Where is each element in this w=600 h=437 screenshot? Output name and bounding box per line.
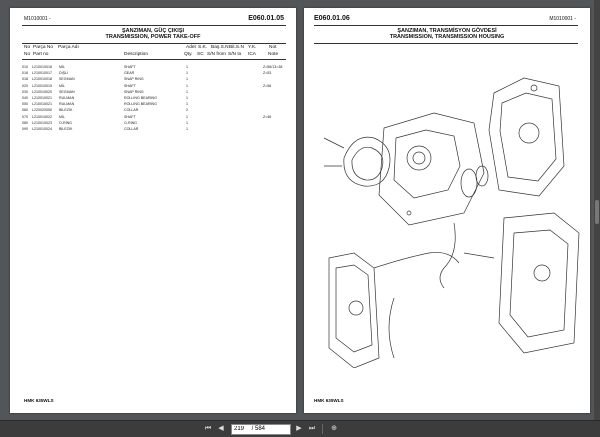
model-label: HMK 635WLS [314, 398, 344, 403]
cell-no: 060 [22, 108, 28, 113]
cell-qty: 1 [186, 120, 188, 125]
cell-desc: GEAR [124, 71, 135, 76]
housing-lower-left-detail [336, 265, 372, 352]
cell-qty: 2 [186, 108, 188, 113]
port [519, 123, 539, 143]
bolt [407, 211, 411, 215]
cell-name: RULMAN [59, 95, 75, 100]
cell-no: 010 [22, 65, 28, 69]
col-sn-to: Bit.S.N [229, 45, 244, 50]
bolt [531, 85, 537, 91]
next-page-icon[interactable]: ▶ [296, 425, 302, 432]
cell-qty: 1 [186, 102, 188, 107]
cell-qty: 1 [186, 65, 188, 69]
title-en: TRANSMISSION, POWER TAKE-OFF [105, 34, 201, 40]
toolbar-separator [322, 424, 323, 434]
cell-no: 016 [22, 71, 28, 76]
col-desc-en: Description [124, 52, 148, 57]
cell-part: L220020050 [32, 108, 52, 113]
col-sn-from-en: S/N from [207, 52, 226, 57]
leader [324, 138, 344, 148]
housing-right-detail [500, 93, 556, 181]
cell-no: 040 [22, 95, 28, 100]
col-part-no-en: Part no [33, 52, 49, 57]
cell-qty: 1 [186, 95, 188, 100]
col-sc: S.K. [198, 45, 208, 50]
cell-part: L210010022 [32, 114, 52, 119]
scroll-thumb[interactable] [595, 200, 599, 224]
cell-desc: SHAFT [124, 83, 136, 88]
cell-qty: 1 [186, 77, 188, 82]
current-page-input[interactable] [232, 425, 250, 433]
cell-name: RULMAN [59, 102, 75, 107]
col-no-en: No [24, 52, 31, 57]
divider [22, 25, 286, 26]
col-qty: Adet [186, 45, 196, 50]
pipe [389, 298, 394, 358]
cell-qty: 1 [186, 89, 188, 94]
cell-desc: SHAFT [124, 65, 136, 69]
parts-table-body [22, 65, 286, 133]
col-ica-en: ICA [248, 52, 256, 57]
cell-name: SEGMAN [59, 89, 75, 94]
vertical-scrollbar[interactable] [594, 0, 600, 420]
port [349, 301, 363, 315]
cell-note: Z=56 [263, 83, 272, 88]
seal-ring [476, 166, 488, 186]
cell-part: L210010021 [32, 102, 52, 107]
cell-note: Z=56/13=38 [263, 65, 283, 69]
cell-note: Z=46 [263, 114, 272, 119]
prev-page-icon[interactable]: ◀ [218, 425, 224, 432]
cell-no: 050 [22, 102, 28, 107]
cell-part: L210010018 [32, 77, 52, 82]
seal-ring [461, 169, 477, 197]
cell-qty: 1 [186, 114, 188, 119]
cell-name: MİL [59, 114, 65, 119]
cell-part: L210010021 [32, 95, 52, 100]
cell-desc: SHAFT [124, 114, 136, 119]
col-ica: Y.K. [248, 45, 257, 50]
housing-lower-right-detail [510, 230, 568, 337]
col-sn-from: Baş.S.N [211, 45, 229, 50]
port-inner [413, 152, 425, 164]
col-sn-to-en: S/N to [228, 52, 242, 57]
total-pages: / 584 [251, 426, 266, 432]
housing-lower-left [329, 253, 379, 368]
title-en: TRANSMISSION, TRANSMISSION HOUSING [389, 34, 505, 40]
cell-no: 070 [22, 114, 28, 119]
exploded-diagram [304, 68, 590, 368]
cell-no: 090 [22, 126, 28, 131]
table-row [22, 127, 286, 133]
model-label: HMK 635WLS [24, 398, 54, 403]
doc-code: M1010001 - [24, 16, 51, 22]
cell-desc: ROLLING BEARING [124, 102, 157, 107]
cell-note: Z=53 [263, 71, 272, 76]
cell-part: L210010016 [32, 65, 52, 69]
section-ref: E060.01.06 [314, 15, 350, 22]
divider [314, 25, 578, 26]
zoom-icon[interactable]: ⊕ [331, 425, 337, 432]
cell-no: 030 [22, 89, 28, 94]
cell-name: SEGMAN [59, 77, 75, 82]
pdf-page-left [10, 8, 296, 413]
cell-part: L210010019 [32, 83, 52, 88]
cell-name: BİLEZİK [59, 108, 73, 113]
cell-part: L210010024 [32, 126, 52, 131]
pipe [464, 253, 494, 258]
title-tr: ŞANZIMAN, TRANSMİSYON GÖVDESİ [397, 28, 497, 34]
port [407, 146, 431, 170]
pdf-page-right [304, 8, 590, 413]
housing-right [489, 78, 564, 196]
cell-qty: 1 [186, 83, 188, 88]
cell-name: DİŞLİ [59, 71, 68, 76]
pipe [440, 223, 455, 288]
cell-desc: COLLAR [124, 108, 139, 113]
col-qty-en: Qty. [184, 52, 193, 57]
housing-detail [394, 130, 460, 198]
first-page-icon[interactable]: ⏮ [204, 425, 212, 432]
col-note: Not [269, 45, 277, 50]
cell-part: L210010023 [32, 120, 52, 125]
col-sc-en: SC [197, 52, 204, 57]
cell-no: 018 [22, 77, 28, 82]
page-indicator [231, 424, 291, 435]
port [534, 265, 550, 281]
cell-qty: 1 [186, 71, 188, 76]
housing-lower-right [499, 213, 579, 353]
cell-desc: SNAP RING [124, 77, 144, 82]
cell-part: L210010020 [32, 89, 52, 94]
col-no: No [24, 45, 31, 50]
cell-part: L210010017 [32, 71, 52, 76]
col-note-en: Note [268, 52, 279, 57]
gasket-inner [352, 147, 383, 180]
cell-desc: ROLLING BEARING [124, 95, 157, 100]
divider [22, 43, 286, 44]
divider [314, 43, 578, 44]
title-tr: ŞANZIMAN, GÜÇ ÇIKIŞI [121, 28, 185, 34]
section-ref: E060.01.05 [248, 15, 284, 22]
last-page-icon[interactable]: ⏭ [308, 425, 316, 432]
divider [22, 59, 286, 60]
col-part-no: Parça No [33, 45, 53, 50]
cell-name: MİL [59, 83, 65, 88]
cell-desc: COLLAR [124, 126, 139, 131]
cell-desc: O-RING [124, 120, 137, 125]
cell-no: 080 [22, 120, 28, 125]
cell-name: O-RİNG [59, 120, 72, 125]
cell-no: 020 [22, 83, 28, 88]
col-name: Parça Adı [58, 45, 79, 50]
cell-name: MİL [59, 65, 65, 69]
cell-desc: SNAP RING [124, 89, 144, 94]
cell-name: BİLEZİK [59, 126, 73, 131]
cell-qty: 1 [186, 126, 188, 131]
viewer-toolbar [0, 420, 600, 437]
doc-code: M1010001 - [549, 16, 576, 22]
